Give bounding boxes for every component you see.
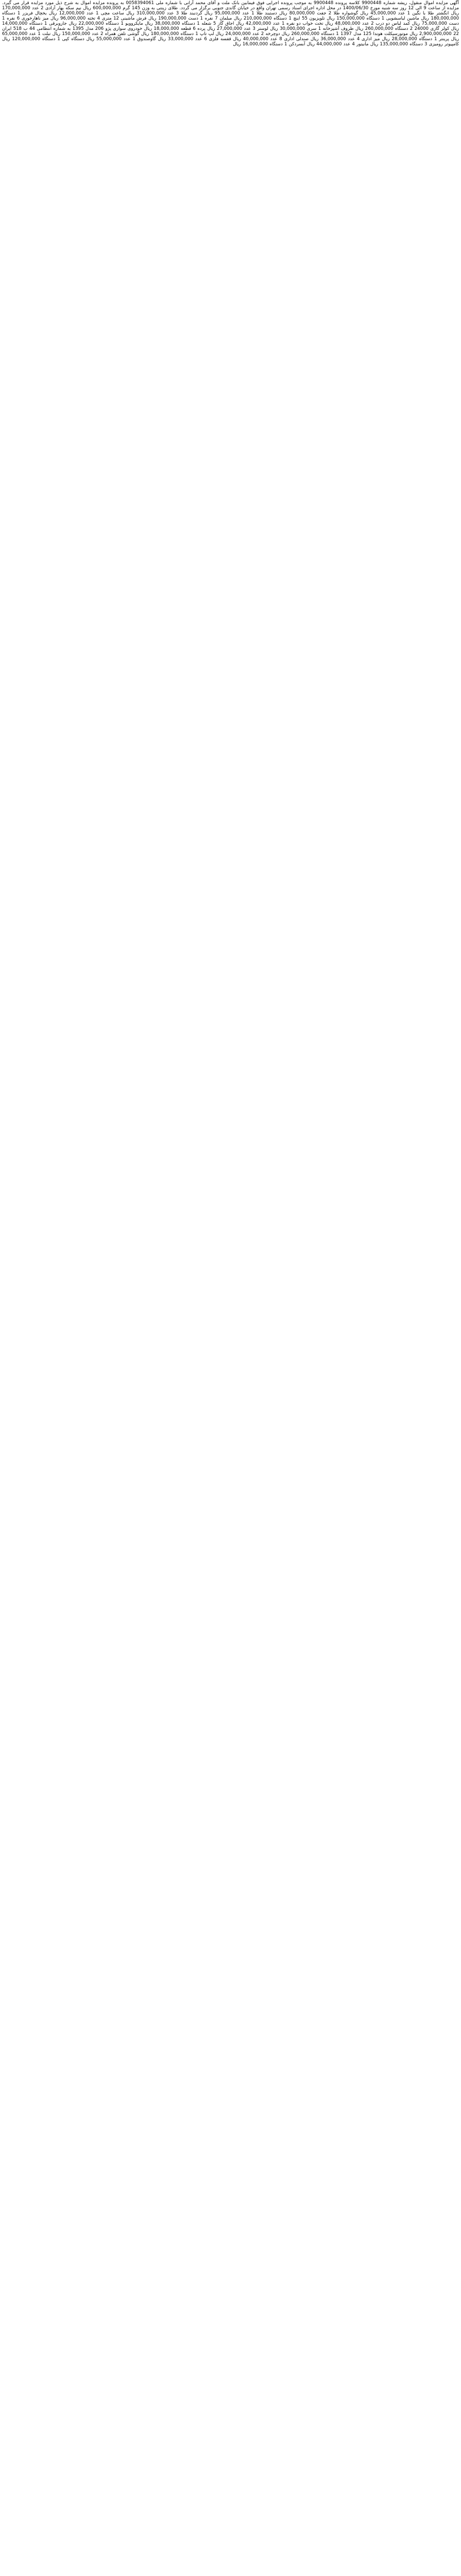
notice-paragraph: کمد لباس دو درب 2 عدد 48,000,000 ریال تخت خواب دو نفره 1 عدد 42,000,000 ریال اجاق گاز 5 شعله 1 دستگاه 38,000,000 ریال مایکروویو 1 دستگاه 22,000,000 ریال جاروبرقی 1 دستگاه 14,000,000 ریال کولر گازی 24000 2 دستگاه 260,000,000 ریال ظروف آشپزخانه 1 سری 30,000,000 ریال لوستر 3 عدد 27,000,000 ریال پرده 6 قطعه 18,000,000 ریال (2, 21, 459, 32)
notice-paragraph: آگهی مزایده اموال منقول، ریشه شماره 9900448 کلاسه پرونده 9900448 به موجب پرونده اجرایی فوق فیمابین بانک ملت و آقای محمد آرانی با شماره ملی 0058394061 به پرونده مزایده اموال به شرح ذیل مورد مزایده قرار می گیرد. مزایده از ساعت 9 الی 12 روز سه شنبه مورخ 1400/06/30 در محل اداره اجرای اسناد رسمی تهران واقع در خیابان گاندی جنوبی برگزار می گردد. (2, 1, 459, 11)
notice-paragraph: طلای زینتی به وزن 145 گرم 600,000,000 ریال نیم سکه بهار آزادی 2 عدد 170,000,000 ریال انگشتر طلا با نگین 1 عدد 45,000,000 ریال گوشواره طلا 2 جفت 80,000,000 ریال دستبند طلا 1 عدد 95,000,000 ریال گردنبند طلا 3 عدد 310,000,000 ریال ساعت مچی 1 عدد 12,000,000 ریال یخچال فریزر 1 دستگاه 180,000,000 ریال ماشین لباسشویی 1 دستگاه 150,000,000 ریال تلویزیون 55 اینچ 1 دستگاه 210,000,000 ریال مبلمان 7 نفره 1 دست 190,000,000 ریال فرش ماشینی 12 متری 4 تخته 96,000,000 ریال میز ناهارخوری 6 نفره 1 دست 75,000,000 ریال (2, 6, 459, 27)
notice-paragraph: میز اداری 4 عدد 36,000,000 ریال صندلی اداری 8 عدد 40,000,000 ریال قفسه فلزی 6 عدد 33,000,000 ریال گاوصندوق 1 عدد 55,000,000 ریال دستگاه کپی 1 دستگاه 120,000,000 ریال کامپیوتر رومیزی 3 دستگاه 135,000,000 ریال مانیتور 4 عدد 44,000,000 ریال آبسردکن 1 دستگاه 16,000,000 ریال (2, 37, 459, 47)
document (2, 0, 459, 2576)
notice-text (2, 0, 459, 47)
notice-paragraph: خودروی سواری پژو 206 مدل 1395 به شماره انتظامی 44 ب 518 ایران 22 2,900,000,000 ریال موتورسیکلت هوندا 125 مدل 1397 1 دستگاه 260,000,000 ریال دوچرخه 2 عدد 24,000,000 ریال لپ تاپ 1 دستگاه 180,000,000 ریال گوشی تلفن همراه 2 عدد 150,000,000 ریال تبلت 1 عدد 65,000,000 ریال پرینتر 1 دستگاه 28,000,000 ریال (2, 26, 459, 42)
